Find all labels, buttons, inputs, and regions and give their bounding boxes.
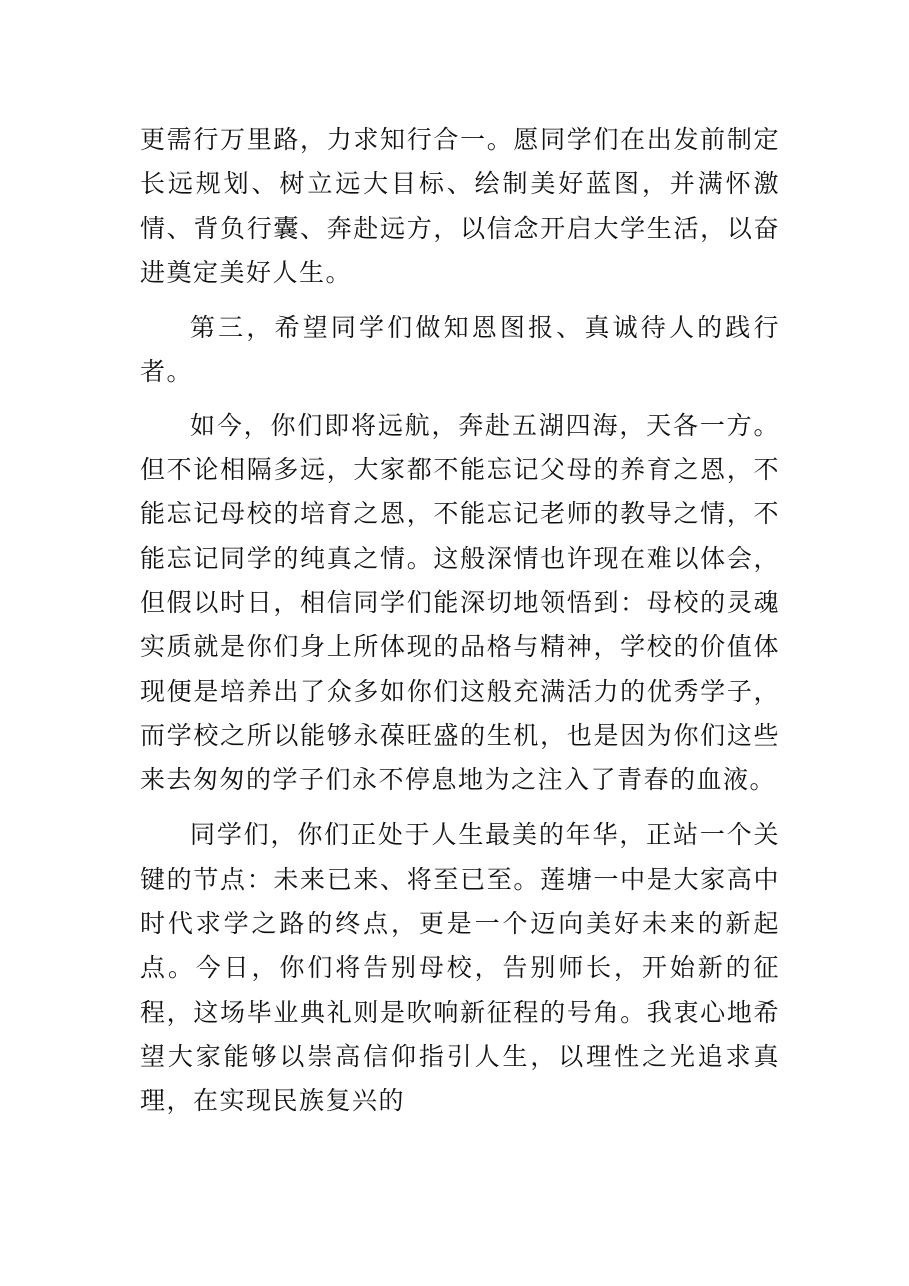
paragraph-continuation: 更需行万里路，力求知行合一。愿同学们在出发前制定长远规划、树立远大目标、绘制美好蓝图，并满怀激情、背负行囊、奔赴远方，以信念开启大学生活，以奋进奠定美好人生。 [140, 125, 780, 287]
document-body [140, 118, 780, 1133]
paragraph-gratitude: 如今，你们即将远航，奔赴五湖四海，天各一方。但不论相隔多远，大家都不能忘记父母的养育之恩，不能忘记母校的培育之恩，不能忘记老师的教导之情，不能忘记同学的纯真之情。这般深情也许现在难以体会，但假以时日，相信同学们能深切地领悟到：母校的灵魂实质就是你们身上所体现的品格与精神，学校的价值体现便是培养出了众多如你们这般充满活力的优秀学子，而学校之所以能够永葆旺盛的生机，也是因为你们这些来去匆匆的学子们永不停息地为之注入了青春的血液。 [140, 410, 780, 795]
paragraph-graduation: 同学们，你们正处于人生最美的年华，正站一个关键的节点：未来已来、将至已至。莲塘一中是大家高中时代求学之路的终点，更是一个迈向美好未来的新起点。今日，你们将告别母校，告别师长，开始新的征程，这场毕业典礼则是吹响新征程的号角。我衷心地希望大家能够以崇高信仰指引人生，以理性之光追求真理，在实现民族复兴的 [140, 820, 780, 1116]
paragraph-heading-third: 第三，希望同学们做知恩图报、真诚待人的践行者。 [140, 313, 780, 387]
